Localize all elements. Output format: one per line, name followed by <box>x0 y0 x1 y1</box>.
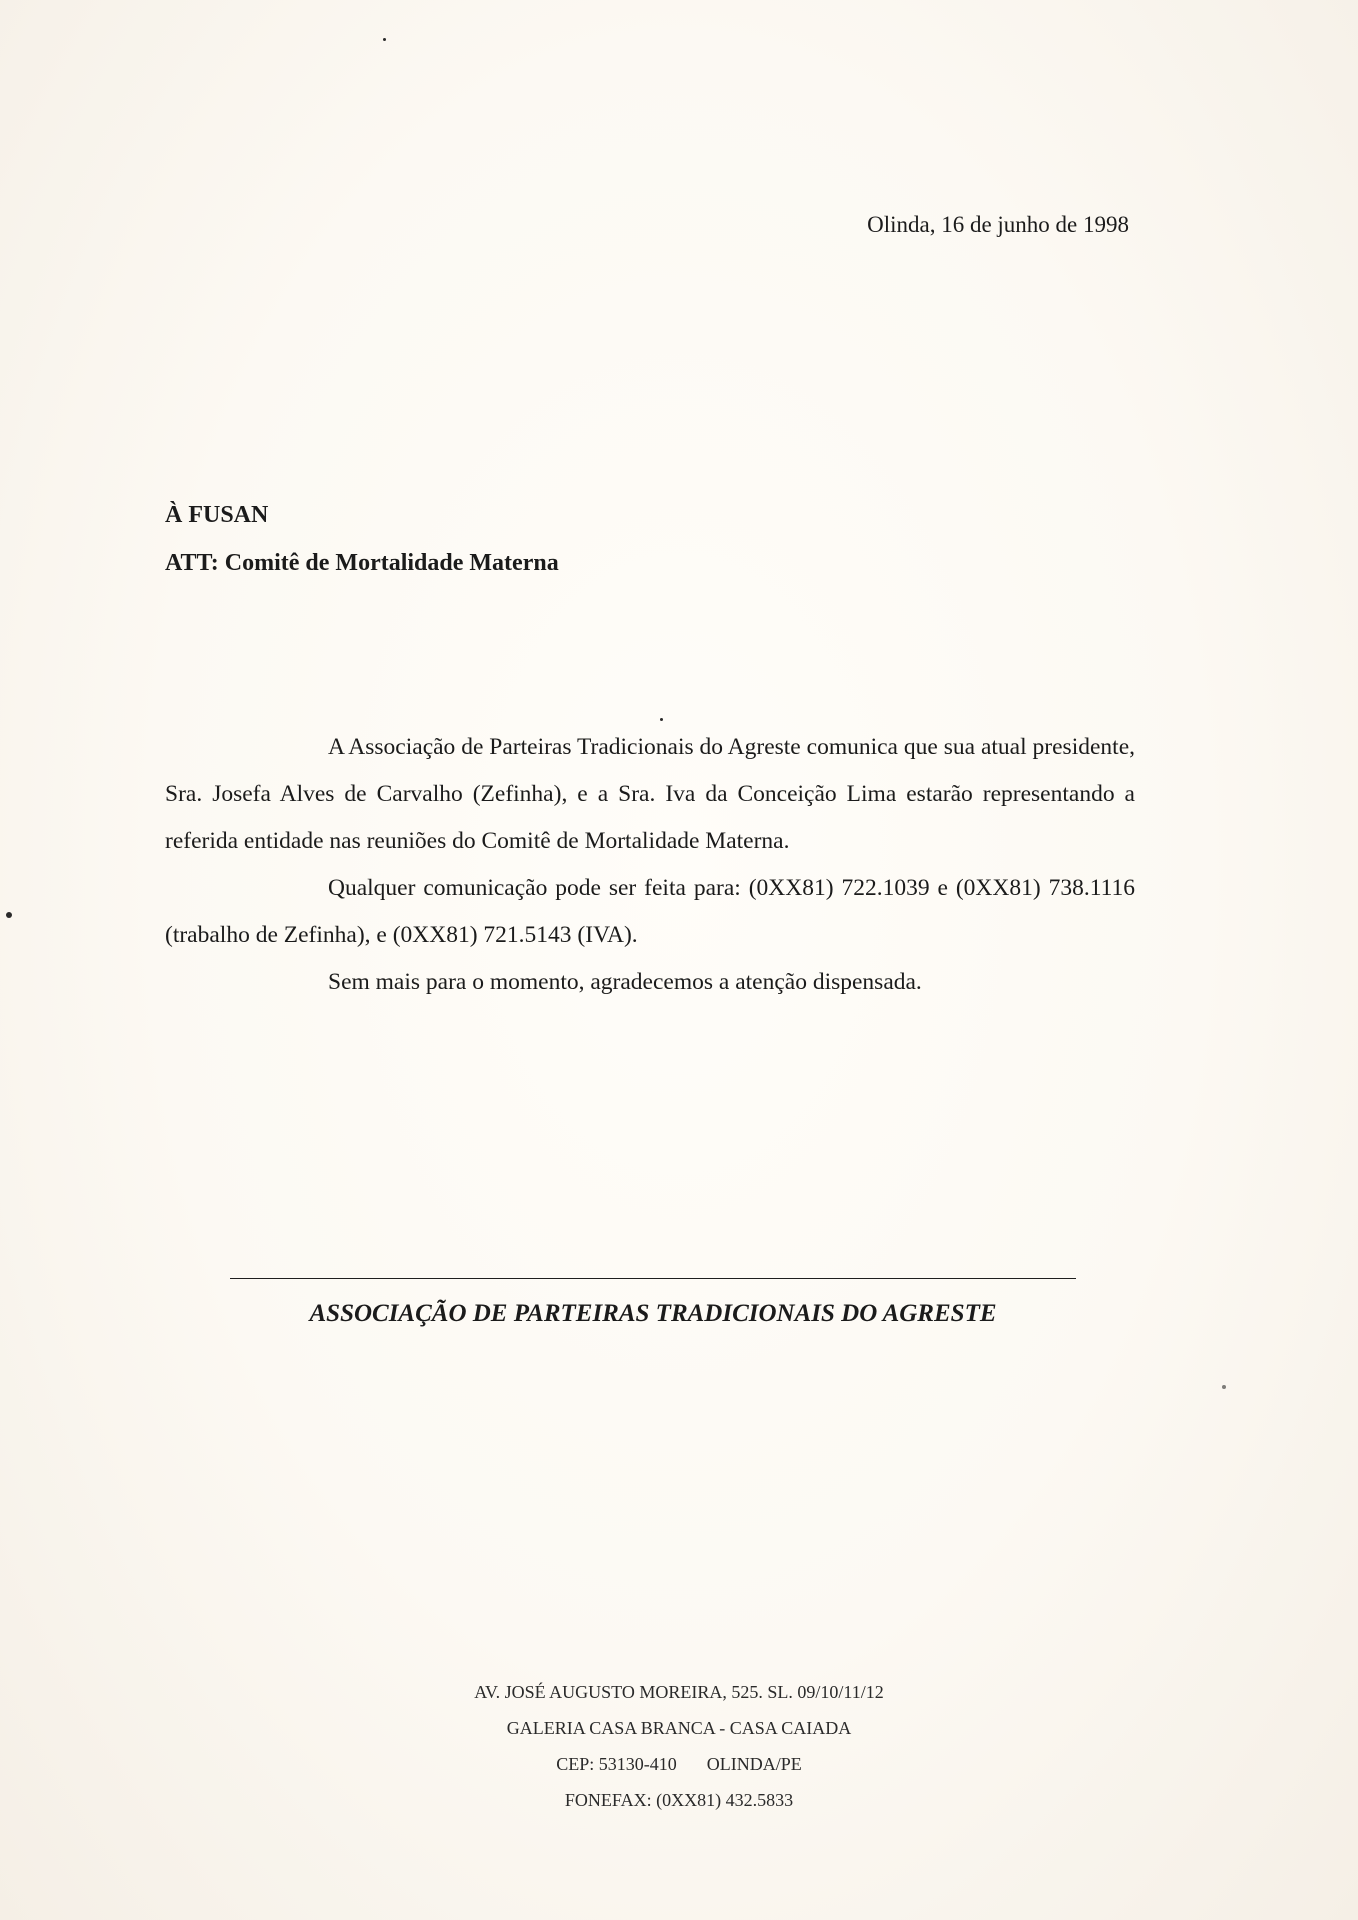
letter-date: Olinda, 16 de junho de 1998 <box>867 212 1129 237</box>
paper-speck <box>6 912 12 918</box>
signature-name: ASSOCIAÇÃO DE PARTEIRAS TRADICIONAIS DO AGRESTE <box>309 1300 997 1327</box>
paper-speck <box>1222 1385 1226 1389</box>
footer-city: OLINDA/PE <box>706 1754 802 1774</box>
signature-line <box>230 1278 1076 1279</box>
footer-cep: CEP: 53130-410 <box>556 1754 677 1774</box>
body-paragraph: A Associação de Parteiras Tradicionais do Agreste comunica que sua atual presidente, Sra. Josefa Alves de Carvalho (Zefinha), e a Sra. Iva da Conceição Lima estarão representando a referida entidade nas reuniões do Comitê de Mortalidade Materna. <box>165 734 1135 854</box>
recipient-line: À FUSAN <box>165 502 269 528</box>
letterhead-footer <box>0 1674 1358 1818</box>
letter-body <box>165 724 1135 1006</box>
footer-phone: FONEFAX: (0XX81) 432.5833 <box>564 1790 794 1810</box>
body-paragraph: Sem mais para o momento, agradecemos a atenção dispensada. <box>328 969 922 995</box>
paper-speck <box>660 718 663 721</box>
footer-address-line: AV. JOSÉ AUGUSTO MOREIRA, 525. SL. 09/10/11/12 <box>474 1682 884 1702</box>
footer-address-line: GALERIA CASA BRANCA - CASA CAIADA <box>506 1718 852 1738</box>
footer-cep-line <box>0 1746 1358 1782</box>
paper-speck <box>383 38 386 41</box>
body-paragraph: Qualquer comunicação pode ser feita para: (0XX81) 722.1039 e (0XX81) 738.1116 (trabalho de Zefinha), e (0XX81) 721.5143 (IVA). <box>165 875 1135 948</box>
attention-line: ATT: Comitê de Mortalidade Materna <box>165 550 559 576</box>
